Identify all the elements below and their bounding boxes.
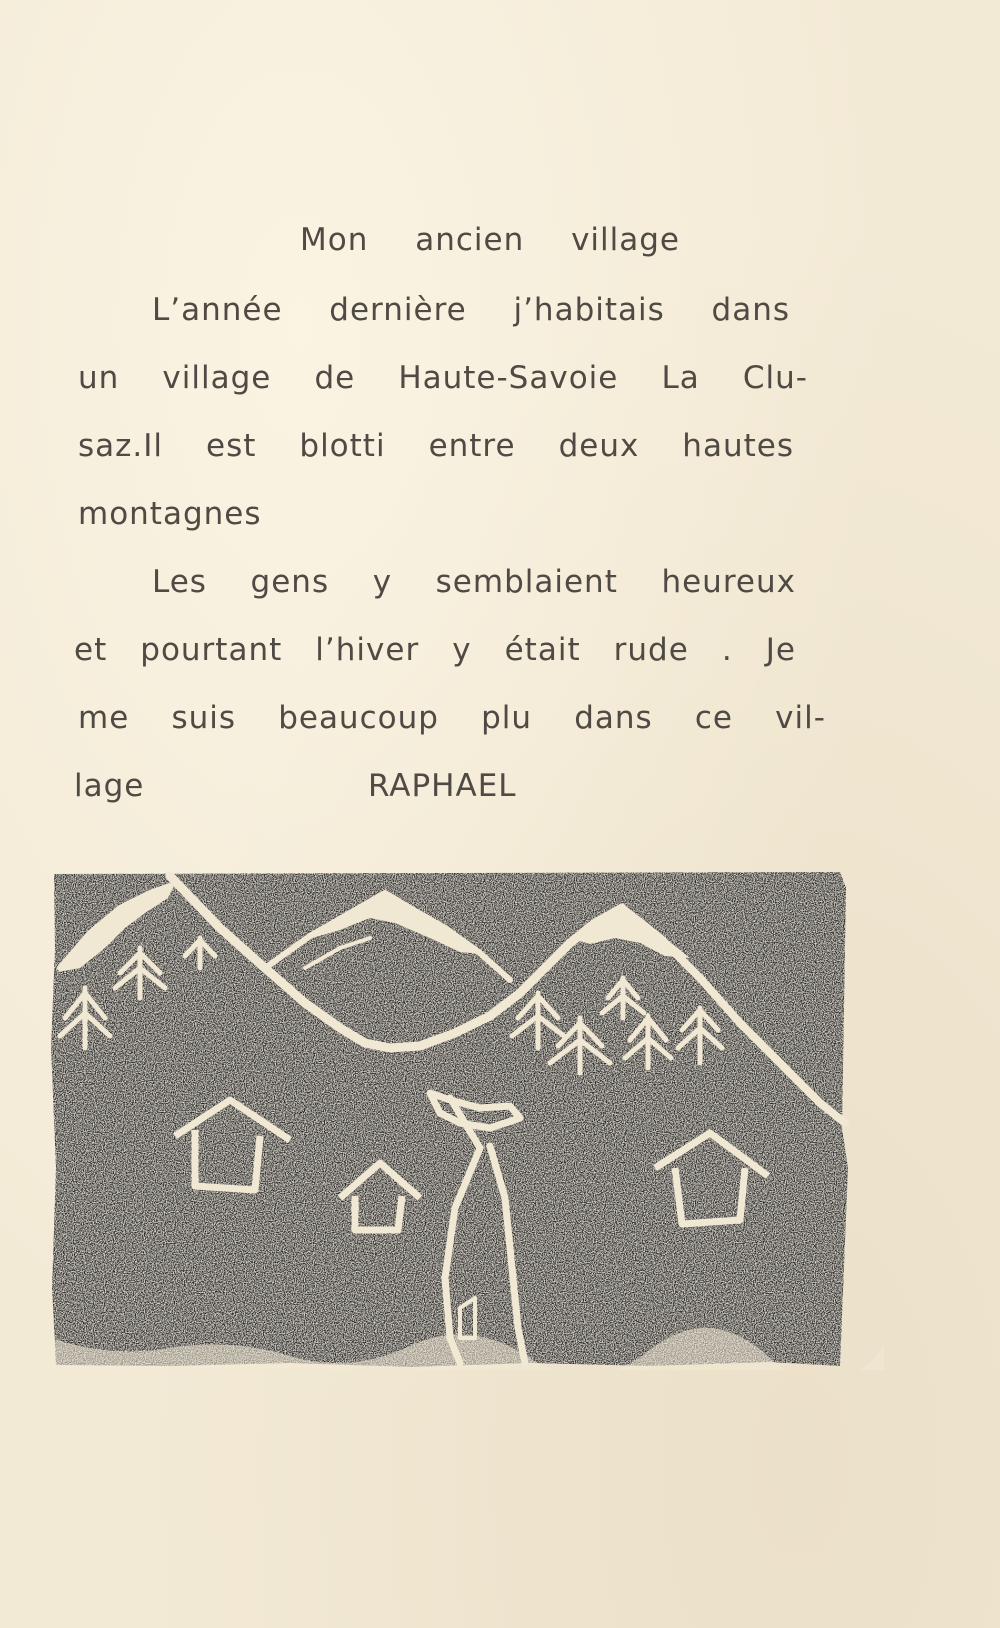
word: Haute-Savoie bbox=[398, 360, 619, 396]
poem-line-7 bbox=[78, 700, 826, 736]
linocut-illustration bbox=[50, 868, 884, 1370]
title-word: Mon bbox=[300, 222, 369, 258]
word: pourtant bbox=[140, 632, 283, 668]
poem-line-2 bbox=[78, 360, 808, 396]
word: y bbox=[452, 632, 472, 668]
word: La bbox=[661, 360, 700, 396]
poem-line-4 bbox=[78, 496, 262, 532]
word: rude bbox=[613, 632, 689, 668]
word: gens bbox=[250, 564, 330, 600]
poem-line-5 bbox=[152, 564, 796, 600]
word: dans bbox=[574, 700, 653, 736]
word: Les bbox=[152, 564, 207, 600]
word: l’hiver bbox=[315, 632, 420, 668]
word: L’année bbox=[152, 292, 283, 328]
word: dernière bbox=[329, 292, 467, 328]
word: entre bbox=[428, 428, 516, 464]
title-word: village bbox=[571, 222, 680, 258]
word: lage bbox=[74, 768, 145, 804]
word: montagnes bbox=[78, 496, 262, 532]
word: vil- bbox=[775, 700, 826, 736]
word: saz.Il bbox=[78, 428, 164, 464]
title-word: ancien bbox=[415, 222, 525, 258]
poem-line-1 bbox=[152, 292, 790, 328]
word: j’habitais bbox=[513, 292, 665, 328]
word: de bbox=[314, 360, 356, 396]
word: heureux bbox=[661, 564, 796, 600]
village-linocut-image bbox=[50, 868, 884, 1370]
word: suis bbox=[171, 700, 237, 736]
poem-title bbox=[300, 222, 680, 258]
word: village bbox=[162, 360, 272, 396]
word: plu bbox=[481, 700, 533, 736]
word: blotti bbox=[299, 428, 386, 464]
word: Clu- bbox=[742, 360, 808, 396]
word: . bbox=[721, 632, 733, 668]
word: et bbox=[74, 632, 108, 668]
word: hautes bbox=[682, 428, 794, 464]
word: Je bbox=[765, 632, 796, 668]
poem-line-3 bbox=[78, 428, 794, 464]
poem-line-8 bbox=[74, 768, 144, 804]
poem-line-6 bbox=[74, 632, 796, 668]
word: semblaient bbox=[435, 564, 618, 600]
word: dans bbox=[711, 292, 790, 328]
word: un bbox=[78, 360, 120, 396]
word: me bbox=[78, 700, 130, 736]
word: était bbox=[504, 632, 581, 668]
word: y bbox=[372, 564, 393, 600]
word: beaucoup bbox=[278, 700, 439, 736]
word: deux bbox=[558, 428, 640, 464]
author-signature: RAPHAEL bbox=[368, 768, 517, 804]
word: ce bbox=[694, 700, 733, 736]
word: est bbox=[206, 428, 257, 464]
